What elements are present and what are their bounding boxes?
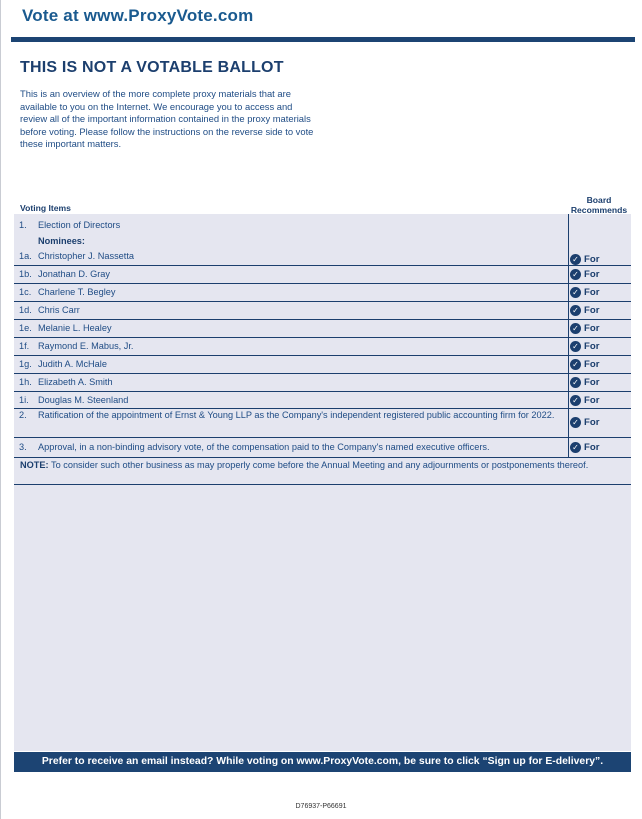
- nominee-row: [14, 338, 631, 356]
- nominee-row: [14, 284, 631, 302]
- recommendation: For: [584, 269, 600, 280]
- recommendation: For: [584, 359, 600, 370]
- nominee-name: Jonathan D. Gray: [38, 269, 111, 279]
- note-label: NOTE:: [20, 460, 49, 470]
- nominee-row: [14, 374, 631, 392]
- item-1-number: 1.: [19, 219, 27, 230]
- nominee-name: Christopher J. Nassetta: [38, 251, 134, 261]
- item-2-text: Ratification of the appointment of Ernst & Young LLP as the Company's independent registered public accounting firm for 2022.: [38, 410, 555, 420]
- left-edge-rule: [0, 0, 1, 819]
- nominee-number: 1i.: [19, 394, 29, 405]
- header-bar: [11, 37, 635, 42]
- nominee-number: 1b.: [19, 269, 32, 279]
- nominee-number: 1a.: [19, 251, 32, 261]
- nominee-row: [14, 356, 631, 374]
- checkmark-icon: ✓: [570, 269, 581, 280]
- checkmark-icon: ✓: [570, 287, 581, 298]
- nominee-number: 1f.: [19, 341, 30, 351]
- intro-text: This is an overview of the more complete proxy materials that are available to you on the Internet. We encourage you to access and review all of the important information contained in the proxy materials before voting. Please follow the instructions on the reverse side to vote these important matters.: [20, 88, 314, 150]
- item-2-number: 2.: [19, 410, 27, 420]
- checkmark-icon: ✓: [570, 359, 581, 370]
- item-3-number: 3.: [19, 441, 27, 452]
- board-recommends-header: [566, 196, 632, 215]
- nominee-row: [14, 392, 631, 409]
- document-code: D76937-P66691: [295, 803, 347, 810]
- item-1-label: Election of Directors: [38, 219, 121, 230]
- checkmark-icon: ✓: [570, 395, 581, 406]
- voting-items-header: Voting Items: [20, 203, 71, 213]
- recommendation: For: [584, 417, 600, 428]
- nominee-number: 1d.: [19, 305, 32, 315]
- nominee-number: 1e.: [19, 323, 32, 333]
- checkmark-icon: ✓: [570, 341, 581, 352]
- nominee-number: 1h.: [19, 377, 32, 387]
- edelivery-banner[interactable]: Prefer to receive an email instead? While voting on www.ProxyVote.com, be sure to click “Sign up for E-delivery”.: [14, 752, 631, 772]
- recommendation: For: [584, 287, 600, 298]
- nominee-row: [14, 302, 631, 320]
- nominee-name: Judith A. McHale: [38, 359, 107, 369]
- nominee-number: 1g.: [19, 359, 32, 369]
- nominee-name: Charlene T. Begley: [38, 287, 116, 297]
- recommendation: For: [584, 253, 600, 265]
- checkmark-icon: ✓: [570, 442, 581, 453]
- ballot-heading: THIS IS NOT A VOTABLE BALLOT: [20, 59, 284, 76]
- recommendation: For: [584, 305, 600, 316]
- item-3-text: Approval, in a non-binding advisory vote, of the compensation paid to the Company's named executive officers.: [38, 441, 490, 452]
- header-title[interactable]: Vote at www.ProxyVote.com: [22, 6, 254, 25]
- nominees-row: [14, 235, 631, 247]
- nominee-name: Chris Carr: [38, 305, 80, 315]
- nominee-row: [14, 248, 631, 266]
- item-3-row: [14, 437, 631, 458]
- note: [14, 458, 631, 485]
- recommendation: For: [584, 323, 600, 334]
- item-1-row: [14, 219, 631, 231]
- nominee-name: Melanie L. Healey: [38, 323, 112, 333]
- nominee-number: 1c.: [19, 287, 32, 297]
- nominee-name: Douglas M. Steenland: [38, 394, 129, 405]
- board-header-line2: Recommends: [570, 204, 628, 215]
- nominees-label: Nominees:: [38, 235, 85, 246]
- recommendation: For: [584, 394, 600, 406]
- nominee-row: [14, 266, 631, 284]
- recommendation: For: [584, 341, 600, 352]
- recommendation: For: [584, 377, 600, 388]
- recommendation: For: [584, 441, 600, 453]
- note-text: To consider such other business as may properly come before the Annual Meeting and any adjournments or postponements thereof.: [48, 460, 589, 470]
- nominee-row: [14, 320, 631, 338]
- board-header-line1: Board: [586, 195, 612, 205]
- checkmark-icon: ✓: [570, 377, 581, 388]
- checkmark-icon: ✓: [570, 417, 581, 428]
- item-2-row: [14, 409, 631, 438]
- checkmark-icon: ✓: [570, 254, 581, 265]
- nominee-name: Raymond E. Mabus, Jr.: [38, 341, 134, 351]
- checkmark-icon: ✓: [570, 323, 581, 334]
- nominee-name: Elizabeth A. Smith: [38, 377, 113, 387]
- checkmark-icon: ✓: [570, 305, 581, 316]
